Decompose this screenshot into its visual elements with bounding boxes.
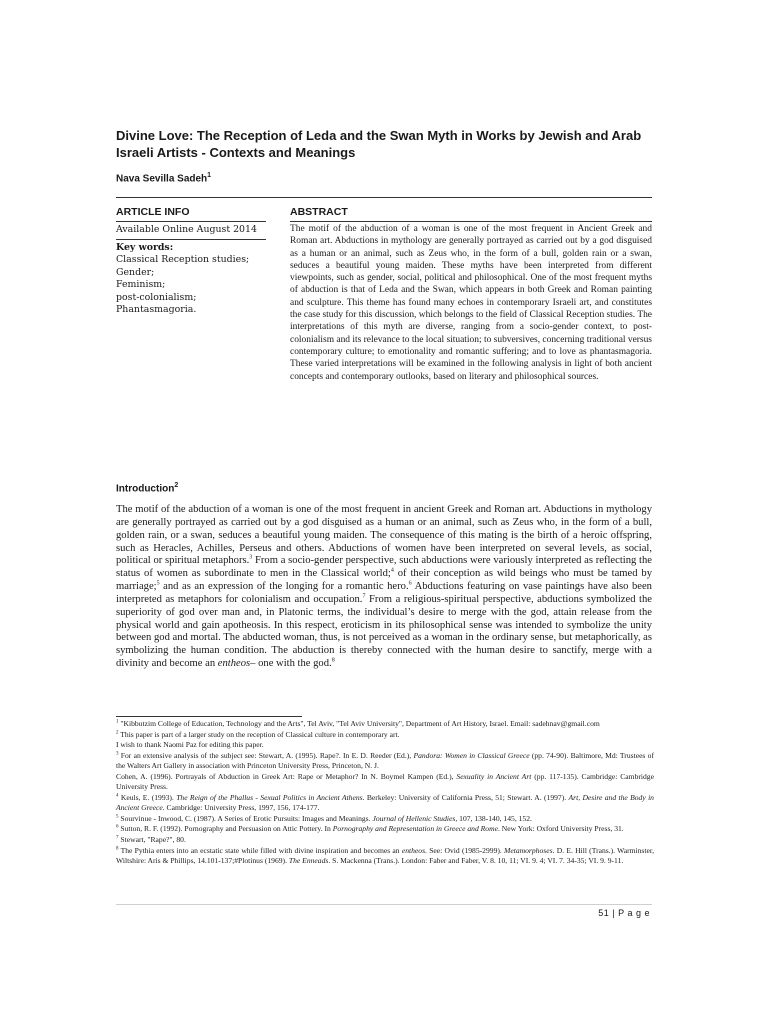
footnote-text: . Cambridge: University Press, 1997, 156, 174-177. <box>162 803 320 813</box>
footnote-separator <box>116 716 302 717</box>
footnote-italic: Journal of Hellenic Studies <box>372 813 456 823</box>
footnote-text: (pp. 74-90). Baltimore, Md: Trustees of the Walters Art Gallery in association with Princeton University Press, Princeton, N. J. <box>116 750 654 771</box>
footnote-text: , 107, 138-140, 145, 152. <box>455 813 532 823</box>
footnote-ref: 2 <box>174 482 179 489</box>
footnote-number: 8 <box>116 846 119 852</box>
article-info-heading: ARTICLE INFO <box>116 206 190 218</box>
footnote-text: This paper is part of a larger study on the reception of Classical culture in contemporary art. <box>118 729 400 739</box>
footnote-7 <box>116 835 654 846</box>
introduction-paragraph <box>116 504 652 671</box>
article-info-rule <box>116 221 266 222</box>
footnote-italic: Pornography and Representation in Greece and Rome <box>332 824 498 834</box>
footnote-ref: 5 <box>156 580 160 587</box>
footnotes <box>116 719 654 867</box>
footnote-2 <box>116 730 654 741</box>
footnote-italic: entheos <box>401 845 426 855</box>
footnote-4 <box>116 793 654 814</box>
author-name-text: Nava Sevilla Sadeh <box>116 173 208 185</box>
footnote-ref: 4 <box>390 567 394 574</box>
footnote-text: Sutton, R. F. (1992). Pornography and Persuasion on Attic Pottery. In <box>118 824 333 834</box>
footnote-text: . See: Ovid (1985-2999). <box>425 845 505 855</box>
footnote-number: 4 <box>116 793 119 799</box>
footnote-text: . Berkeley: University of California Press, 51; Stewart. A. (1997). <box>362 792 569 802</box>
footnote-text: The Pythia enters into an ecstatic state while filled with divine inspiration and becomes an <box>118 845 402 855</box>
footnote-number: 5 <box>116 814 119 820</box>
footnote-text: Stewart, "Rape?", 80. <box>118 835 186 845</box>
keyword: post-colonialism; <box>116 291 197 303</box>
footnote-3-cont <box>116 772 654 793</box>
footnote-italic: The Enneads <box>288 856 329 866</box>
footnote-italic: Pandora: Women in Classical Greece <box>413 750 530 760</box>
header-rule <box>116 197 652 198</box>
footnote-ref: 7 <box>362 593 366 600</box>
footnote-ref: 3 <box>249 554 253 561</box>
footnote-ref: 6 <box>408 580 412 587</box>
body-sentence: – one with the god. <box>250 658 332 670</box>
body-sentence: Abductions featuring on vase paintings have also been interpreted as metaphors for colonialism and occupation. <box>116 581 652 605</box>
keyword: Phantasmagoria. <box>116 304 197 315</box>
body-sentence: The motif of the abduction of a woman is one of the most frequent in ancient Greek and Roman art. Abductions in mythology are generally portrayed as carried out by a god disguised as a human or an animal, such as Zeus who, in the form of a bull, golden rain, or a swan, seduces a beautiful young maiden. The consequence of this mating is the birth of a heroic offspring, such as Heracles, Achilles, Perseus and others. Abductions of women have been interpreted on several levels, as social, political or spiritual metaphors. <box>116 504 652 567</box>
abstract-rule <box>290 221 652 222</box>
body-sentence: From a socio-gender perspective, such abductions were variously interpreted as reflecting the status of women as subordinate to men in the Classical world; <box>116 555 652 580</box>
italic-term: entheos <box>217 658 251 670</box>
footnote-text: "Kibbutzim College of Education, Technology and the Arts", Tel Aviv, "Tel Aviv University", Department of Art History, Israel. Email: sadehnav@gmail.com <box>118 719 600 728</box>
page-footer-rule <box>116 904 652 905</box>
article-info-block <box>116 224 266 317</box>
footnote-text: (pp. 117-135). Cambridge: Cambridge University Press. <box>116 771 654 792</box>
online-date: Available Online August 2014 <box>116 224 266 240</box>
footnote-text: Cohen, A. (1996). Portrayals of Abduction in Greek Art: Rape or Metaphor? In N. Boymel Kampen (Ed.), <box>116 771 457 781</box>
footnote-number: 6 <box>116 824 119 830</box>
author-footnote-ref: 1 <box>207 172 212 179</box>
body-sentence: From a religious-spiritual perspective, abductions symbolized the superiority of god over man and, in Platonic terms, the individual’s desire to merge with the god, attain release from the physical world and gain apotheosis. In this respect, eroticism in its philosophical sense was intended to symbolize the unity between god and mortal. The abducted woman, thus, is not perceived as a woman in the ordinary sense, but metaphorically, as symbolizing the human condition. The abduction is thereby connected with the human desire to sanctify, merge with a divinity and become an <box>116 593 652 670</box>
footnote-number: 7 <box>116 835 119 841</box>
footnote-2-ack: I wish to thank Naomi Paz for editing this paper. <box>116 740 264 750</box>
keyword: Classical Reception studies; <box>116 254 250 265</box>
footnote-3 <box>116 751 654 772</box>
footnote-1 <box>116 719 654 730</box>
footnote-text: Keuls, E. (1993). <box>118 792 177 802</box>
introduction-heading <box>116 482 178 494</box>
abstract-text: The motif of the abduction of a woman is one of the most frequent in Ancient Greek and Roman art. Abductions in mythology are generally portrayed as carried out by a god disguised as a human or an animal, such as Zeus who, in the form of a bull, golden rain or a swan, seduces a beautiful young maiden. These myths have been interpreted from different viewpoints, such as gender, social, political and philosophical. One of the most frequent myths of abduction is that of Leda and the Swan, which appears in both Greek and Roman painting and sculpture. This theme has found many echoes in contemporary Israeli art, and constitutes the case study for this discussion, which belongs to the field of Classical Reception studies. The interpretations of this myth are diverse, ranging from a socio-gender context, to post-colonialism and its relevance to the local situation; to subversives, concerning traditional versus contemporary culture; to emotionality and romantic suffering; and to love as phantasmagoria. These varied interpretations will be examined in the following analysis in light of both ancient concepts and contemporary outlooks, based on literary and philosophical sources. <box>290 224 652 382</box>
footnote-number: 2 <box>116 730 119 736</box>
introduction-heading-text: Introduction <box>116 483 175 495</box>
article-title: Divine Love: The Reception of Leda and the Swan Myth in Works by Jewish and Arab Israeli Artists - Contexts and Meanings <box>116 128 642 160</box>
footnote-italic: Art, Desire and the Body in Ancient Greece <box>116 792 654 813</box>
footnote-number: 3 <box>116 751 119 757</box>
keyword: Feminism; <box>116 279 166 290</box>
footnote-italic: The Reign of the Phallus - Sexual Politics in Ancient Athens <box>176 792 363 802</box>
page-number: 51 | P a g e <box>598 908 650 918</box>
footnote-5 <box>116 814 654 825</box>
footnote-8 <box>116 846 654 867</box>
footnote-6 <box>116 824 654 835</box>
author-name <box>116 172 211 184</box>
footnote-ref: 8 <box>331 657 335 664</box>
keywords-label: Key words: <box>116 241 174 253</box>
footnote-number: 1 <box>116 719 119 725</box>
footnote-text: Sourvinue - Inwood, C. (1987). A Series of Erotic Pursuits: Images and Meanings. <box>118 813 373 823</box>
keyword: Gender; <box>116 266 155 278</box>
body-sentence: of their conception as wild beings who must be tamed by marriage; <box>116 568 652 593</box>
footnote-italic: Sexuality in Ancient Art <box>456 771 532 781</box>
footnote-text: . New York: Oxford University Press, 31. <box>497 824 624 834</box>
footnote-text: . D. E. Hill (Trans.). Warminster, Wiltshire: Aris & Phillips, 14.101-137;#Plotinus (1969). <box>116 845 654 866</box>
footnote-text: . S. Mackenna (Trans.). London: Faber and Faber, V. 8. 10, 11; VI. 9. 4; VI. 7. 34-35; VI. 9. 9-11. <box>328 856 624 866</box>
footnote-italic: Metamorphoses <box>504 845 553 855</box>
abstract-heading: ABSTRACT <box>290 206 348 218</box>
body-sentence: and as an expression of the longing for a romantic hero. <box>159 581 409 593</box>
footnote-text: For an extensive analysis of the subject see: Stewart, A. (1995). Rape?. In E. D. Reeder (Ed.), <box>118 750 414 760</box>
